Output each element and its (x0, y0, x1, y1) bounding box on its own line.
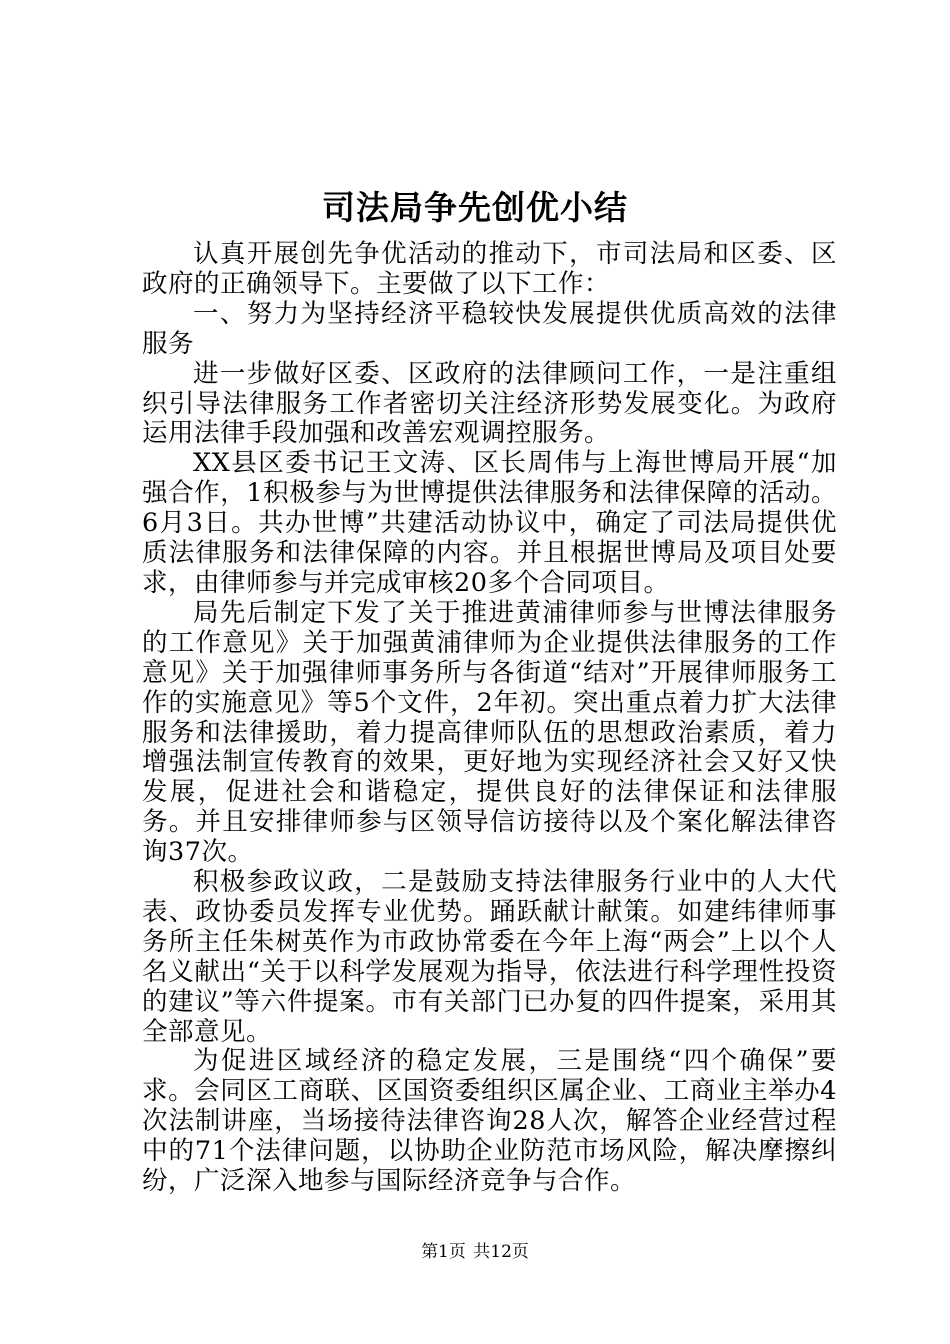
page-number-footer: 第1页 共12页 (421, 1242, 529, 1262)
paragraph-legal-advisor: 进一步做好区委、区政府的法律顾问工作，一是注重组织引导法律服务工作者密切关注经济形势发展变化。为政府运用法律手段加强和改善宏观调控服务。 (142, 358, 837, 449)
document-title: 司法局争先创优小结 (322, 188, 628, 227)
paragraph-documents-issued: 局先后制定下发了关于推进黄浦律师参与世博法律服务的工作意见》关于加强黄浦律师为企业提供法律服务的工作意见》关于加强律师事务所与各街道“结对”开展律师服务工作的实施意见》等5个文件，2年初。突出重点着力扩大法律服务和法律援助，着力提高律师队伍的思想政治素质，着力增强法制宣传教育的效果，更好地为实现经济社会又好又快发展，促进社会和谐稳定，提供良好的法律保证和法律服务。并且安排律师参与区领导信访接待以及个案化解法律咨询37次。 (142, 597, 837, 868)
paragraph-expo-cooperation: XX县区委书记王文涛、区长周伟与上海世博局开展“加强合作，1积极参与为世博提供法律服务和法律保障的活动。6月3日。共办世博”共建活动协议中，确定了司法局提供优质法律服务和法律保障的内容。并且根据世博局及项目处要求，由律师参与并完成审核20多个合同项目。 (142, 448, 837, 598)
paragraph-political-participation: 积极参政议政，二是鼓励支持法律服务行业中的人大代表、政协委员发挥专业优势。踊跃献计献策。如建纬律师事务所主任朱树英作为市政协常委在今年上海“两会”上以个人名义献出“关于以科学发展观为指导，依法进行科学理性投资的建议”等六件提案。市有关部门已办复的四件提案，采用其全部意见。 (142, 867, 837, 1047)
section-heading-1: 一、努力为坚持经济平稳较快发展提供优质高效的法律服务 (142, 298, 837, 359)
paragraph-regional-economy: 为促进区域经济的稳定发展，三是围绕“四个确保”要求。会同区工商联、区国资委组织区属企业、工商业主举办4次法制讲座，当场接待法律咨询28人次，解答企业经营过程中的71个法律问题，以协助企业防范市场风险，解决摩擦纠纷，广泛深入地参与国际经济竞争与合作。 (142, 1046, 837, 1197)
document-body (142, 240, 837, 1197)
paragraph-intro: 认真开展创先争优活动的推动下，市司法局和区委、区政府的正确领导下。主要做了以下工作： (142, 239, 837, 299)
